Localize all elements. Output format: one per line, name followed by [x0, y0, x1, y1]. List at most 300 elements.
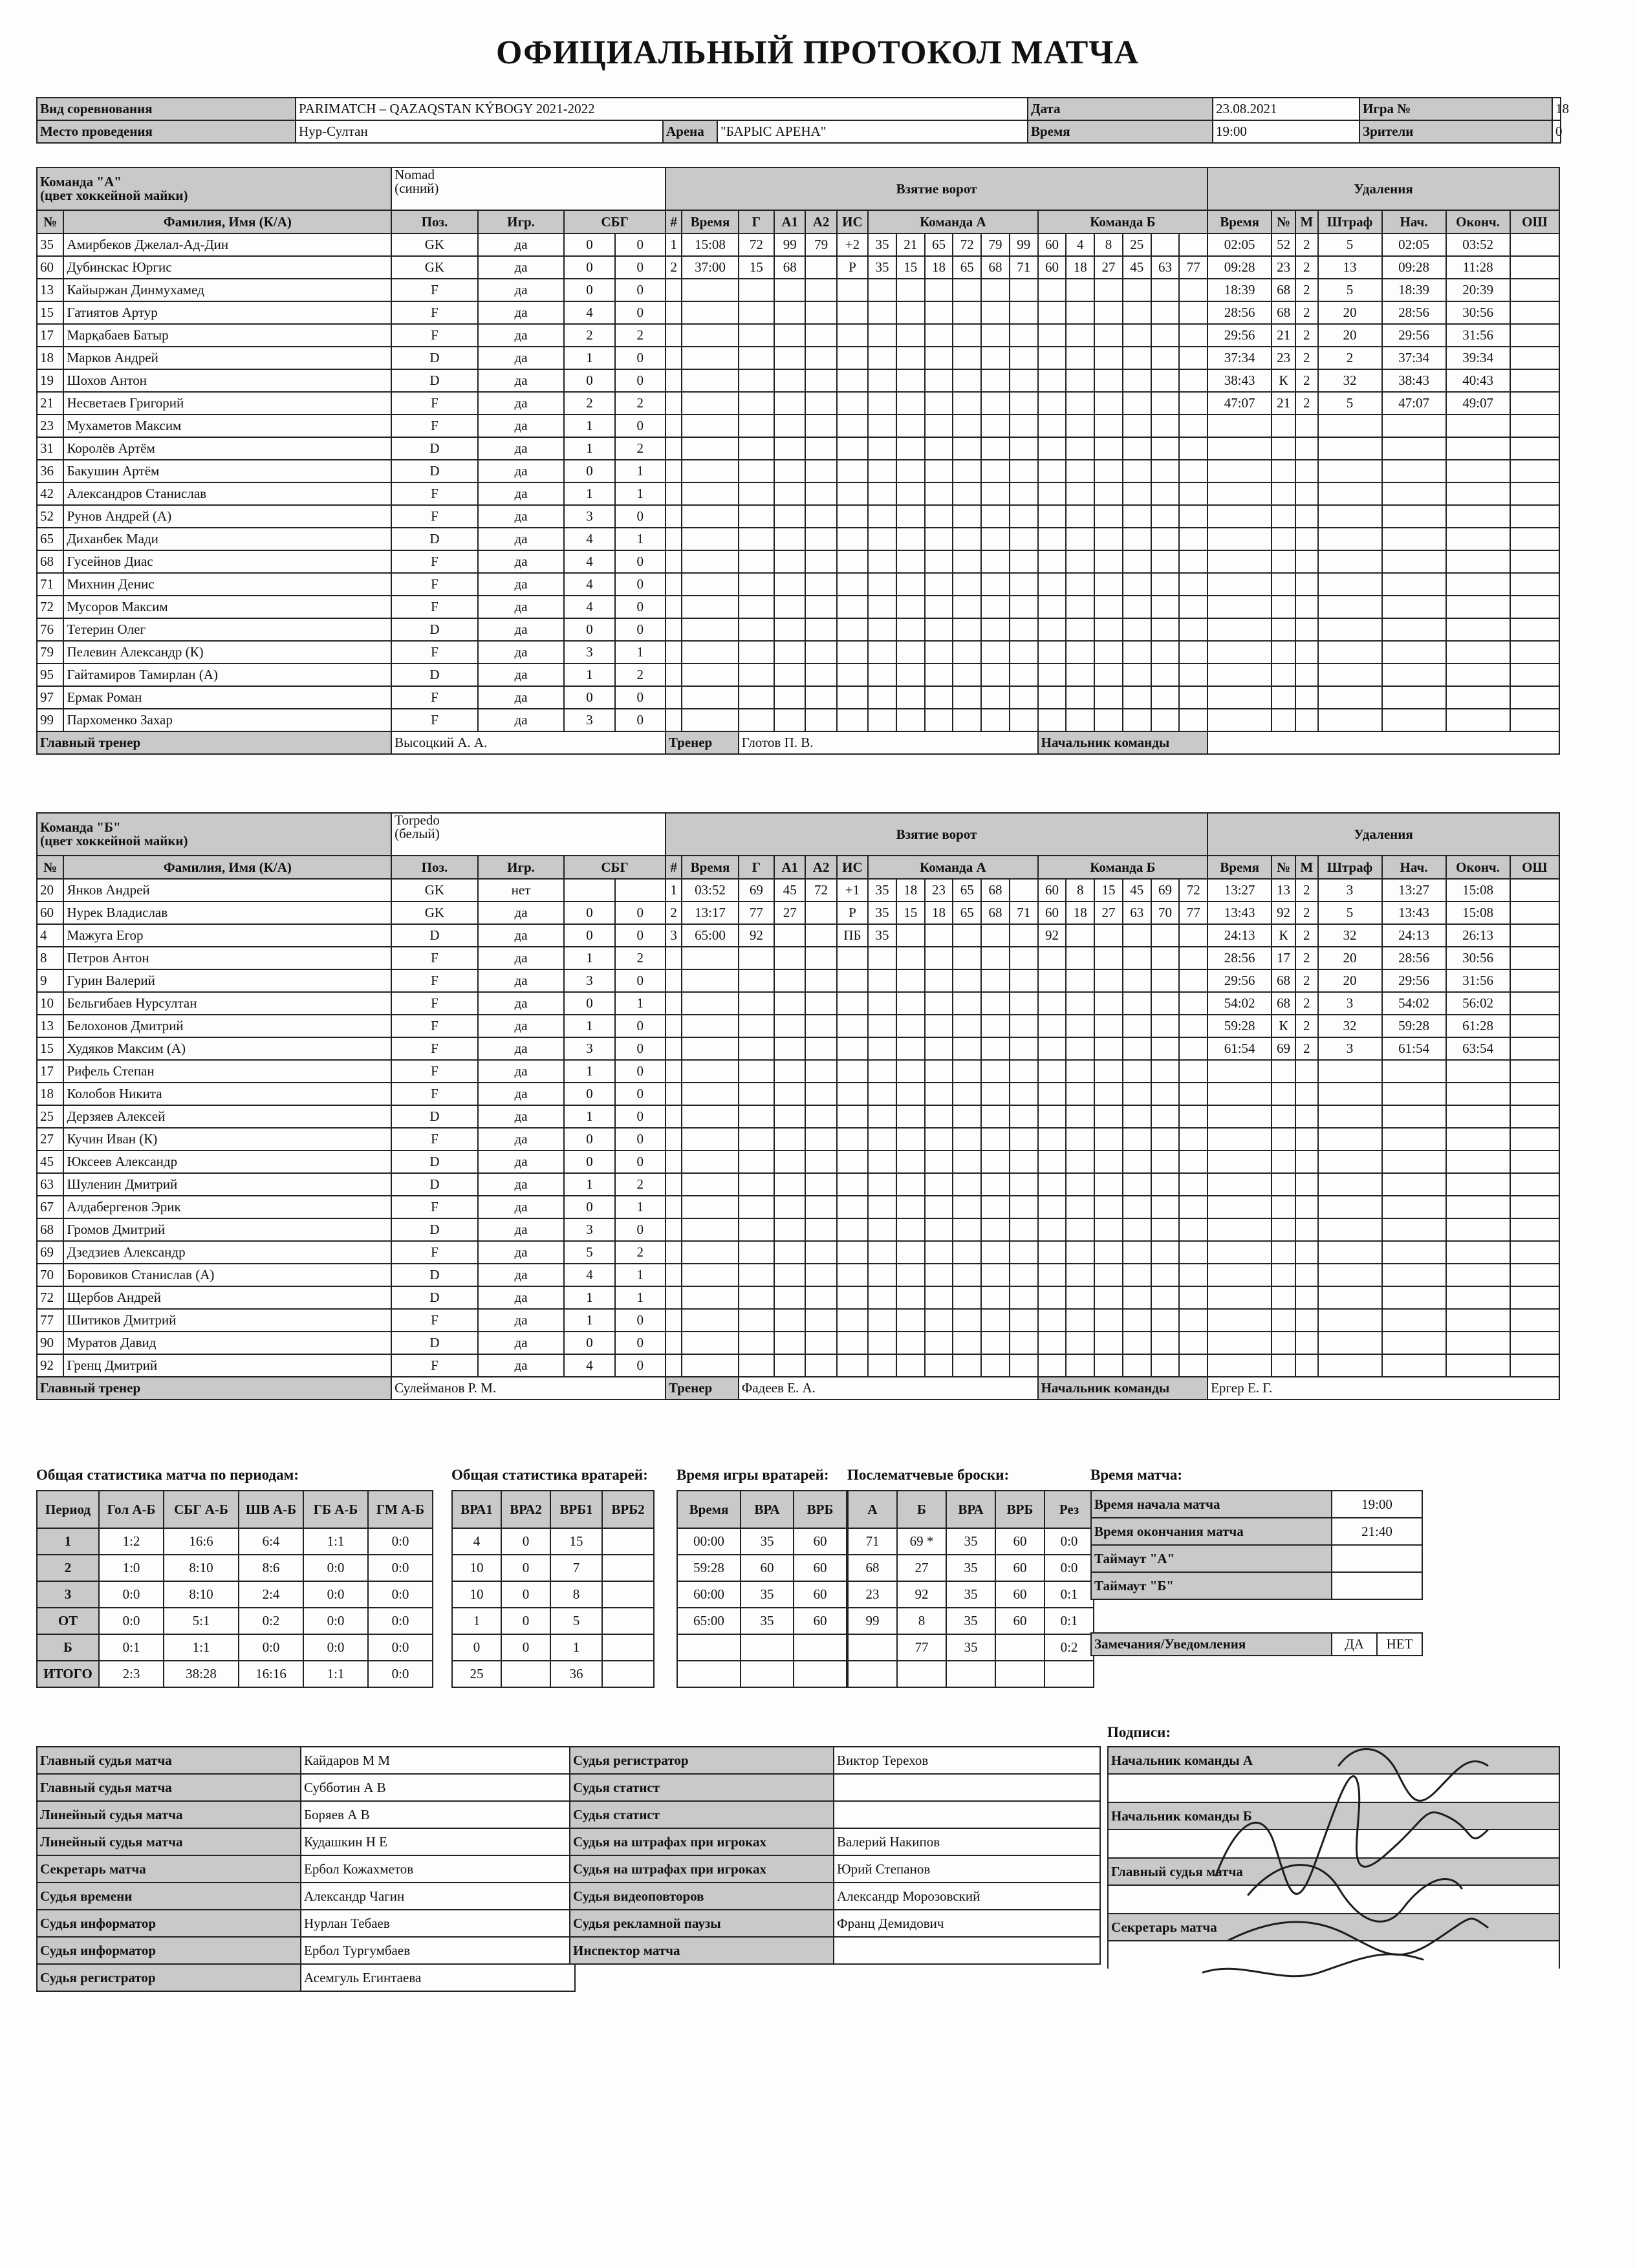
penalty-empty: [1510, 1264, 1559, 1286]
player-position: F: [391, 1083, 478, 1105]
periods-table-cell: 8:6: [239, 1555, 303, 1581]
goal-empty: [981, 369, 1010, 392]
goal-empty: [1010, 301, 1038, 324]
goal-empty: [682, 1354, 739, 1377]
shootout-table-cell: 0:0: [1045, 1555, 1094, 1581]
goal-empty: [774, 324, 805, 347]
goal-empty: [774, 1264, 805, 1286]
goal-empty: [666, 550, 682, 573]
table-row: [37, 1218, 1559, 1241]
player-sbg-1: 0: [564, 369, 614, 392]
goalie-stats-table-cell: 0: [452, 1634, 501, 1661]
goal-empty: [896, 1332, 925, 1354]
penalty-empty: [1382, 709, 1446, 731]
player-position: F: [391, 641, 478, 664]
team-a-col-p-fine: Штраф: [1318, 210, 1382, 233]
penalty-empty: [1295, 686, 1318, 709]
goal-empty: [925, 1173, 953, 1196]
goal-empty: [868, 969, 896, 992]
goal-team-b-player: 77: [1179, 902, 1207, 924]
table-row: [848, 1661, 1094, 1687]
goal-empty: [1179, 460, 1207, 482]
competition-label: Вид соревнования: [37, 98, 296, 120]
goal-empty: [837, 1309, 868, 1332]
goal-empty: [925, 1150, 953, 1173]
goal-empty: [1038, 1241, 1067, 1264]
player-position: F: [391, 969, 478, 992]
goal-empty: [837, 1015, 868, 1037]
goal-empty: [896, 505, 925, 528]
signature-1: [1216, 1777, 1488, 1894]
periods-table-cell: 0:2: [239, 1608, 303, 1634]
goal-team-a-player: 18: [925, 256, 953, 279]
goal-empty: [805, 437, 836, 460]
goal-team-a-player: [953, 924, 981, 947]
player-sbg-2: 1: [615, 528, 666, 550]
goal-empty: [682, 392, 739, 415]
goal-assist-2: [805, 256, 836, 279]
goal-empty: [896, 415, 925, 437]
goalie-stats-table-head: ВРБ2: [602, 1491, 654, 1528]
goal-empty: [837, 1354, 868, 1377]
goal-empty: [925, 596, 953, 618]
goal-empty: [1123, 1218, 1151, 1241]
goal-empty: [981, 1083, 1010, 1105]
goal-empty: [774, 1196, 805, 1218]
goalie-stats-table-cell: [602, 1528, 654, 1555]
goal-empty: [1151, 709, 1180, 731]
team-a-col-num: №: [37, 210, 63, 233]
goal-empty: [1123, 347, 1151, 369]
signature-3: [1229, 1919, 1488, 1955]
penalty-empty: [1318, 664, 1382, 686]
goal-empty: [896, 392, 925, 415]
penalty-osh: [1510, 369, 1559, 392]
periods-table-cell: 0:0: [303, 1608, 368, 1634]
goal-empty: [666, 709, 682, 731]
player-sbg-1: 0: [564, 902, 614, 924]
goal-team-b-player: 25: [1123, 233, 1151, 256]
goal-empty: [1010, 1128, 1038, 1150]
goal-empty: [1123, 1264, 1151, 1286]
goal-team-a-player: 23: [925, 879, 953, 902]
goal-empty: [1151, 1128, 1180, 1150]
player-sbg-1: 0: [564, 279, 614, 301]
player-name: Ермак Роман: [63, 686, 391, 709]
penalty-empty: [1272, 664, 1295, 686]
penalty-end: 30:56: [1446, 301, 1510, 324]
penalty-empty: [1207, 1218, 1272, 1241]
goal-empty: [868, 992, 896, 1015]
goal-empty: [868, 709, 896, 731]
goal-empty: [682, 505, 739, 528]
periods-table-cell: 0:0: [368, 1608, 433, 1634]
table-row: [37, 1581, 433, 1608]
goal-empty: [896, 1083, 925, 1105]
goalie-time-table-cell: 59:28: [677, 1555, 741, 1581]
shootout-table-head: ВРБ: [995, 1491, 1045, 1528]
goal-empty: [1038, 392, 1067, 415]
goal-team-b-player: 70: [1151, 902, 1180, 924]
goal-empty: [1123, 505, 1151, 528]
goal-empty: [1094, 969, 1123, 992]
goal-empty: [805, 596, 836, 618]
player-played: да: [478, 618, 565, 641]
goal-empty: [682, 347, 739, 369]
goal-empty: [837, 482, 868, 505]
goal-empty: [981, 1015, 1010, 1037]
goal-empty: [739, 460, 774, 482]
penalty-time: 37:34: [1207, 347, 1272, 369]
player-played: да: [478, 482, 565, 505]
goal-assist-1: 45: [774, 879, 805, 902]
penalty-empty: [1272, 1060, 1295, 1083]
team-b-chief-label: Начальник команды: [1038, 1377, 1208, 1399]
notice-label: Замечания/Уведомления: [1091, 1633, 1332, 1656]
goal-empty: [896, 347, 925, 369]
player-sbg-1: 1: [564, 482, 614, 505]
player-number: 97: [37, 686, 63, 709]
player-sbg-1: 1: [564, 415, 614, 437]
penalty-empty: [1446, 415, 1510, 437]
goal-assist-2: [805, 902, 836, 924]
goal-situation: +2: [837, 233, 868, 256]
goal-empty: [837, 969, 868, 992]
goal-empty: [1179, 686, 1207, 709]
goal-empty: [805, 324, 836, 347]
penalty-end: 61:28: [1446, 1015, 1510, 1037]
goal-empty: [1151, 528, 1180, 550]
goal-empty: [682, 664, 739, 686]
team-a-color: (синий): [395, 180, 439, 196]
goal-empty: [682, 482, 739, 505]
goal-empty: [682, 969, 739, 992]
penalty-empty: [1272, 1286, 1295, 1309]
team-a-coach: Глотов П. В.: [739, 731, 1038, 754]
goal-empty: [774, 618, 805, 641]
penalty-start: 37:34: [1382, 347, 1446, 369]
goal-empty: [868, 1264, 896, 1286]
player-number: 60: [37, 256, 63, 279]
signature-label: Главный судья матча: [1108, 1858, 1559, 1885]
goal-empty: [666, 664, 682, 686]
player-sbg-2: 2: [615, 1173, 666, 1196]
periods-table-cell: 0:1: [99, 1634, 164, 1661]
goal-empty: [805, 1015, 836, 1037]
penalty-empty: [1446, 1218, 1510, 1241]
goal-empty: [682, 709, 739, 731]
goal-empty: [1010, 505, 1038, 528]
penalty-empty: [1207, 573, 1272, 596]
penalty-minutes: 2: [1295, 902, 1318, 924]
player-position: GK: [391, 256, 478, 279]
player-name: Дерзяев Алексей: [63, 1105, 391, 1128]
shootout-table-cell: 35: [946, 1581, 995, 1608]
penalty-end: 63:54: [1446, 1037, 1510, 1060]
penalty-minutes: 2: [1295, 1015, 1318, 1037]
periods-table-cell: 1: [37, 1528, 99, 1555]
penalty-empty: [1446, 1105, 1510, 1128]
goal-empty: [1038, 664, 1067, 686]
penalty-empty: [1318, 573, 1382, 596]
goal-empty: [774, 301, 805, 324]
penalty-time: 54:02: [1207, 992, 1272, 1015]
table-row: [37, 709, 1559, 731]
goal-empty: [1094, 1218, 1123, 1241]
penalty-end: 39:34: [1446, 347, 1510, 369]
goal-empty: [682, 686, 739, 709]
goal-empty: [925, 550, 953, 573]
goal-team-b-player: 63: [1123, 902, 1151, 924]
goal-empty: [1094, 528, 1123, 550]
goal-empty: [805, 369, 836, 392]
goal-empty: [1151, 641, 1180, 664]
goal-empty: [837, 992, 868, 1015]
goal-empty: [1123, 460, 1151, 482]
goal-empty: [868, 1173, 896, 1196]
goal-empty: [868, 1150, 896, 1173]
goal-empty: [739, 969, 774, 992]
goal-empty: [666, 1060, 682, 1083]
penalty-empty: [1446, 1083, 1510, 1105]
player-sbg-2: 0: [615, 686, 666, 709]
player-played: да: [478, 1218, 565, 1241]
table-row: [37, 1128, 1559, 1150]
penalty-empty: [1318, 1264, 1382, 1286]
goal-empty: [925, 301, 953, 324]
penalty-osh: [1510, 324, 1559, 347]
goal-empty: [1094, 1286, 1123, 1309]
player-sbg-2: 1: [615, 1286, 666, 1309]
goal-team-a-player: 18: [925, 902, 953, 924]
goal-empty: [682, 437, 739, 460]
player-name: Шитиков Дмитрий: [63, 1309, 391, 1332]
goal-empty: [1010, 1015, 1038, 1037]
goal-empty: [1123, 324, 1151, 347]
periods-table-cell: 0:0: [239, 1634, 303, 1661]
team-a-label-sub: (цвет хоккейной майки): [40, 188, 188, 203]
shootout-table-cell: 0:1: [1045, 1581, 1094, 1608]
player-sbg-1: 4: [564, 573, 614, 596]
goal-empty: [1066, 573, 1094, 596]
goal-empty: [1151, 460, 1180, 482]
table-row: [848, 1634, 1094, 1661]
goal-empty: [1179, 1309, 1207, 1332]
goal-empty: [1038, 709, 1067, 731]
goal-empty: [1038, 528, 1067, 550]
player-number: 63: [37, 1173, 63, 1196]
penalty-empty: [1295, 1060, 1318, 1083]
penalty-empty: [1318, 1309, 1382, 1332]
goal-empty: [1151, 992, 1180, 1015]
goal-empty: [1123, 482, 1151, 505]
goal-empty: [981, 1241, 1010, 1264]
team-b-col-g-a1: А1: [774, 856, 805, 879]
goalie-stats-table-cell: [602, 1555, 654, 1581]
goal-team-b-player: [1151, 233, 1180, 256]
goal-empty: [837, 279, 868, 301]
goal-empty: [1066, 664, 1094, 686]
table-row: [37, 1150, 1559, 1173]
goal-situation: Р: [837, 902, 868, 924]
goal-empty: [1123, 1173, 1151, 1196]
match-time-title: Время матча:: [1090, 1467, 1183, 1483]
goal-empty: [1010, 641, 1038, 664]
goal-empty: [1094, 1173, 1123, 1196]
table-row: [1091, 1545, 1422, 1572]
periods-table-head: ГБ А-Б: [303, 1491, 368, 1528]
penalty-player: 68: [1272, 969, 1295, 992]
player-sbg-1: [564, 879, 614, 902]
penalty-empty: [1318, 641, 1382, 664]
game-label: Игра №: [1359, 98, 1552, 120]
penalty-empty: [1382, 1196, 1446, 1218]
penalty-osh: [1510, 256, 1559, 279]
table-row: [37, 1060, 1559, 1083]
penalty-player: 21: [1272, 324, 1295, 347]
shootout-table-head: А: [848, 1491, 897, 1528]
goal-empty: [1179, 550, 1207, 573]
signature-label: Начальник команды А: [1108, 1747, 1559, 1774]
official-role: Судья статист: [570, 1801, 834, 1828]
table-row: [37, 1528, 433, 1555]
goal-empty: [1151, 1105, 1180, 1128]
goal-empty: [925, 1196, 953, 1218]
goal-team-b-player: 8: [1094, 233, 1123, 256]
player-name: Янков Андрей: [63, 879, 391, 902]
penalty-empty: [1318, 709, 1382, 731]
goal-time: 03:52: [682, 879, 739, 902]
player-position: F: [391, 947, 478, 969]
goal-empty: [1151, 947, 1180, 969]
team-b-col-p-time: Время: [1207, 856, 1272, 879]
periods-table-cell: 16:16: [239, 1661, 303, 1687]
penalty-empty: [1295, 528, 1318, 550]
player-played: да: [478, 902, 565, 924]
penalty-empty: [1295, 1332, 1318, 1354]
goal-empty: [868, 347, 896, 369]
match-time-value: [1332, 1545, 1422, 1572]
penalty-start: 13:27: [1382, 879, 1446, 902]
penalty-empty: [1510, 437, 1559, 460]
goal-empty: [666, 1264, 682, 1286]
goal-empty: [1066, 969, 1094, 992]
player-name: Марков Андрей: [63, 347, 391, 369]
goal-empty: [739, 686, 774, 709]
goal-empty: [868, 1015, 896, 1037]
player-position: D: [391, 1173, 478, 1196]
goal-empty: [1094, 1128, 1123, 1150]
goal-empty: [1123, 1354, 1151, 1377]
team-b-label: Команда "Б" (цвет хоккейной майки): [37, 813, 391, 856]
player-number: 4: [37, 924, 63, 947]
goal-empty: [1179, 618, 1207, 641]
player-played: да: [478, 573, 565, 596]
shootout-table-cell: 77: [897, 1634, 946, 1661]
penalty-player: К: [1272, 1015, 1295, 1037]
match-time-label: Таймаут "Б": [1091, 1572, 1332, 1599]
goal-empty: [837, 528, 868, 550]
goal-empty: [774, 1309, 805, 1332]
shootout-table-cell: 35: [946, 1608, 995, 1634]
goal-empty: [1066, 1173, 1094, 1196]
player-sbg-2: 2: [615, 1241, 666, 1264]
goal-empty: [925, 709, 953, 731]
shootout-table-cell: 35: [946, 1555, 995, 1581]
team-b-penalties-title: Удаления: [1207, 813, 1559, 856]
player-name: Гусейнов Диас: [63, 550, 391, 573]
table-row: [37, 1634, 433, 1661]
goal-empty: [925, 1309, 953, 1332]
goal-assist-1: 99: [774, 233, 805, 256]
penalty-osh: [1510, 1037, 1559, 1060]
goal-empty: [981, 1060, 1010, 1083]
penalty-empty: [1446, 1173, 1510, 1196]
goal-empty: [1066, 550, 1094, 573]
goal-team-b-player: 45: [1123, 879, 1151, 902]
goal-team-b-player: 77: [1179, 256, 1207, 279]
penalty-empty: [1207, 437, 1272, 460]
goal-empty: [739, 1083, 774, 1105]
goal-empty: [1151, 324, 1180, 347]
player-name: Петров Антон: [63, 947, 391, 969]
goal-empty: [739, 528, 774, 550]
goal-empty: [925, 505, 953, 528]
goalie-stats-table-cell: [602, 1661, 654, 1687]
goal-empty: [666, 369, 682, 392]
goalie-time-table-cell: [677, 1634, 741, 1661]
penalty-player: 92: [1272, 902, 1295, 924]
penalty-empty: [1318, 1286, 1382, 1309]
goal-empty: [837, 1037, 868, 1060]
goal-empty: [953, 1150, 981, 1173]
goal-team-b-player: 69: [1151, 879, 1180, 902]
goal-empty: [1038, 1173, 1067, 1196]
official-name: [834, 1801, 1100, 1828]
goal-empty: [1010, 1173, 1038, 1196]
goal-assist-1: 68: [774, 256, 805, 279]
goal-empty: [925, 437, 953, 460]
table-row: [37, 505, 1559, 528]
goal-empty: [953, 1332, 981, 1354]
goal-empty: [1094, 1354, 1123, 1377]
goal-empty: [953, 709, 981, 731]
team-b-col-sbg: СБГ: [564, 856, 666, 879]
penalty-empty: [1207, 528, 1272, 550]
player-position: F: [391, 1128, 478, 1150]
goal-empty: [1151, 969, 1180, 992]
goal-empty: [896, 1354, 925, 1377]
match-time-value: 21:40: [1332, 1518, 1422, 1545]
periods-table-head: ГМ А-Б: [368, 1491, 433, 1528]
table-row: [37, 1964, 575, 1991]
goal-empty: [805, 460, 836, 482]
player-name: Колобов Никита: [63, 1083, 391, 1105]
player-played: да: [478, 505, 565, 528]
penalty-empty: [1382, 1264, 1446, 1286]
penalty-empty: [1510, 664, 1559, 686]
player-played: да: [478, 1354, 565, 1377]
goal-team-b-player: [1123, 924, 1151, 947]
goal-empty: [837, 1241, 868, 1264]
player-sbg-1: 0: [564, 618, 614, 641]
goal-team-b-player: 72: [1179, 879, 1207, 902]
penalty-empty: [1510, 709, 1559, 731]
arena-label: Арена: [663, 120, 717, 143]
goal-empty: [837, 324, 868, 347]
player-name: Пелевин Александр (К): [63, 641, 391, 664]
table-row: [37, 460, 1559, 482]
